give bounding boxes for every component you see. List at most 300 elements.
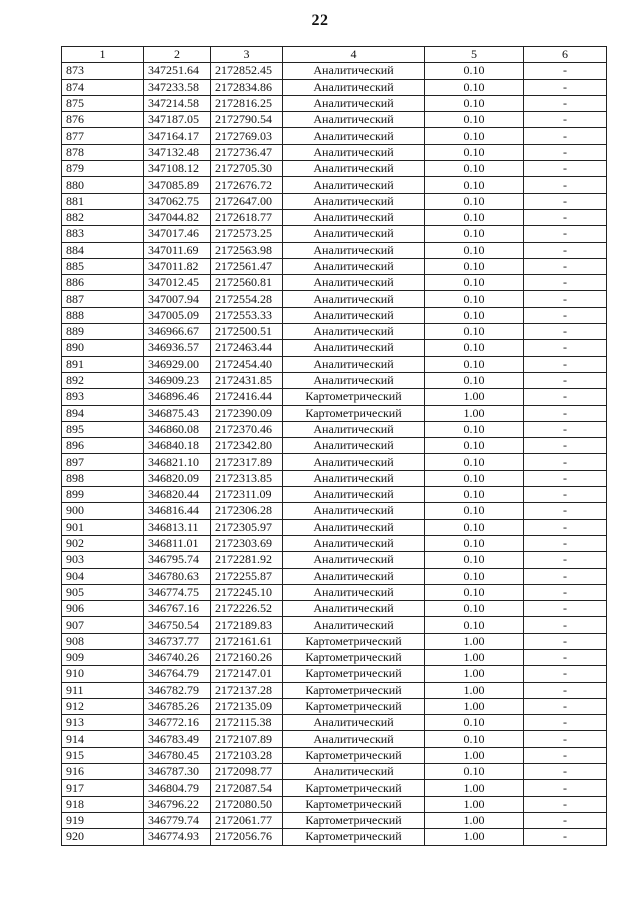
note-cell: - [524, 95, 607, 111]
accuracy-cell: 0.10 [425, 63, 524, 79]
method-cell: Картометрический [283, 666, 425, 682]
method-cell: Аналитический [283, 438, 425, 454]
column-header: 2 [144, 47, 211, 63]
coordinates-table [61, 46, 607, 846]
accuracy-cell: 0.10 [425, 454, 524, 470]
x-coordinate-cell: 347132.48 [144, 144, 211, 160]
table-row [62, 356, 607, 372]
x-coordinate-cell: 347017.46 [144, 226, 211, 242]
accuracy-cell: 1.00 [425, 747, 524, 763]
y-coordinate-cell: 2172561.47 [211, 258, 283, 274]
table-row [62, 63, 607, 79]
accuracy-cell: 0.10 [425, 438, 524, 454]
table-row [62, 731, 607, 747]
point-number-cell: 889 [62, 324, 144, 340]
method-cell: Картометрический [283, 780, 425, 796]
x-coordinate-cell: 346936.57 [144, 340, 211, 356]
table-row [62, 275, 607, 291]
accuracy-cell: 0.10 [425, 324, 524, 340]
note-cell: - [524, 389, 607, 405]
method-cell: Картометрический [283, 747, 425, 763]
accuracy-cell: 1.00 [425, 649, 524, 665]
accuracy-cell: 1.00 [425, 405, 524, 421]
method-cell: Аналитический [283, 193, 425, 209]
point-number-cell: 894 [62, 405, 144, 421]
table-row [62, 226, 607, 242]
note-cell: - [524, 405, 607, 421]
point-number-cell: 904 [62, 568, 144, 584]
x-coordinate-cell: 346896.46 [144, 389, 211, 405]
note-cell: - [524, 112, 607, 128]
x-coordinate-cell: 346783.49 [144, 731, 211, 747]
x-coordinate-cell: 346929.00 [144, 356, 211, 372]
x-coordinate-cell: 346782.79 [144, 682, 211, 698]
accuracy-cell: 1.00 [425, 829, 524, 845]
note-cell: - [524, 487, 607, 503]
table-row [62, 487, 607, 503]
point-number-cell: 882 [62, 209, 144, 225]
method-cell: Картометрический [283, 812, 425, 828]
y-coordinate-cell: 2172676.72 [211, 177, 283, 193]
accuracy-cell: 0.10 [425, 258, 524, 274]
note-cell: - [524, 258, 607, 274]
table-header-row [62, 47, 607, 63]
point-number-cell: 897 [62, 454, 144, 470]
column-header: 4 [283, 47, 425, 63]
y-coordinate-cell: 2172061.77 [211, 812, 283, 828]
table-row [62, 112, 607, 128]
method-cell: Аналитический [283, 584, 425, 600]
note-cell: - [524, 519, 607, 535]
table-row [62, 519, 607, 535]
table-row [62, 715, 607, 731]
y-coordinate-cell: 2172098.77 [211, 764, 283, 780]
note-cell: - [524, 161, 607, 177]
point-number-cell: 913 [62, 715, 144, 731]
note-cell: - [524, 438, 607, 454]
y-coordinate-cell: 2172311.09 [211, 487, 283, 503]
y-coordinate-cell: 2172647.00 [211, 193, 283, 209]
note-cell: - [524, 324, 607, 340]
point-number-cell: 905 [62, 584, 144, 600]
y-coordinate-cell: 2172500.51 [211, 324, 283, 340]
accuracy-cell: 0.10 [425, 242, 524, 258]
x-coordinate-cell: 346860.08 [144, 421, 211, 437]
point-number-cell: 884 [62, 242, 144, 258]
point-number-cell: 885 [62, 258, 144, 274]
x-coordinate-cell: 347164.17 [144, 128, 211, 144]
x-coordinate-cell: 346750.54 [144, 617, 211, 633]
column-header: 6 [524, 47, 607, 63]
note-cell: - [524, 128, 607, 144]
y-coordinate-cell: 2172305.97 [211, 519, 283, 535]
accuracy-cell: 0.10 [425, 552, 524, 568]
y-coordinate-cell: 2172390.09 [211, 405, 283, 421]
x-coordinate-cell: 346909.23 [144, 372, 211, 388]
point-number-cell: 910 [62, 666, 144, 682]
x-coordinate-cell: 346740.26 [144, 649, 211, 665]
point-number-cell: 875 [62, 95, 144, 111]
y-coordinate-cell: 2172454.40 [211, 356, 283, 372]
table-row [62, 144, 607, 160]
method-cell: Картометрический [283, 405, 425, 421]
y-coordinate-cell: 2172431.85 [211, 372, 283, 388]
method-cell: Аналитический [283, 372, 425, 388]
x-coordinate-cell: 346796.22 [144, 796, 211, 812]
table-row [62, 209, 607, 225]
table-row [62, 682, 607, 698]
table-row [62, 535, 607, 551]
y-coordinate-cell: 2172317.89 [211, 454, 283, 470]
table-row [62, 764, 607, 780]
y-coordinate-cell: 2172115.38 [211, 715, 283, 731]
y-coordinate-cell: 2172554.28 [211, 291, 283, 307]
note-cell: - [524, 372, 607, 388]
table-row [62, 617, 607, 633]
point-number-cell: 916 [62, 764, 144, 780]
point-number-cell: 899 [62, 487, 144, 503]
x-coordinate-cell: 346787.30 [144, 764, 211, 780]
note-cell: - [524, 177, 607, 193]
note-cell: - [524, 682, 607, 698]
x-coordinate-cell: 346774.75 [144, 584, 211, 600]
accuracy-cell: 1.00 [425, 796, 524, 812]
method-cell: Аналитический [283, 275, 425, 291]
x-coordinate-cell: 346774.93 [144, 829, 211, 845]
table-row [62, 601, 607, 617]
method-cell: Аналитический [283, 177, 425, 193]
note-cell: - [524, 421, 607, 437]
table-row [62, 291, 607, 307]
point-number-cell: 880 [62, 177, 144, 193]
y-coordinate-cell: 2172281.92 [211, 552, 283, 568]
method-cell: Аналитический [283, 242, 425, 258]
y-coordinate-cell: 2172834.86 [211, 79, 283, 95]
accuracy-cell: 0.10 [425, 161, 524, 177]
method-cell: Аналитический [283, 226, 425, 242]
note-cell: - [524, 356, 607, 372]
table-row [62, 829, 607, 845]
accuracy-cell: 1.00 [425, 389, 524, 405]
point-number-cell: 903 [62, 552, 144, 568]
note-cell: - [524, 764, 607, 780]
note-cell: - [524, 503, 607, 519]
column-header: 1 [62, 47, 144, 63]
table-row [62, 747, 607, 763]
note-cell: - [524, 226, 607, 242]
accuracy-cell: 0.10 [425, 535, 524, 551]
y-coordinate-cell: 2172736.47 [211, 144, 283, 160]
table-row [62, 177, 607, 193]
method-cell: Аналитический [283, 470, 425, 486]
x-coordinate-cell: 347251.64 [144, 63, 211, 79]
y-coordinate-cell: 2172790.54 [211, 112, 283, 128]
x-coordinate-cell: 346785.26 [144, 698, 211, 714]
point-number-cell: 881 [62, 193, 144, 209]
accuracy-cell: 0.10 [425, 601, 524, 617]
point-number-cell: 874 [62, 79, 144, 95]
x-coordinate-cell: 347044.82 [144, 209, 211, 225]
table-row [62, 324, 607, 340]
table-row [62, 649, 607, 665]
note-cell: - [524, 601, 607, 617]
point-number-cell: 902 [62, 535, 144, 551]
x-coordinate-cell: 346875.43 [144, 405, 211, 421]
method-cell: Аналитический [283, 503, 425, 519]
point-number-cell: 879 [62, 161, 144, 177]
y-coordinate-cell: 2172245.10 [211, 584, 283, 600]
note-cell: - [524, 307, 607, 323]
point-number-cell: 900 [62, 503, 144, 519]
x-coordinate-cell: 346804.79 [144, 780, 211, 796]
method-cell: Картометрический [283, 649, 425, 665]
note-cell: - [524, 568, 607, 584]
point-number-cell: 893 [62, 389, 144, 405]
point-number-cell: 878 [62, 144, 144, 160]
x-coordinate-cell: 347011.82 [144, 258, 211, 274]
accuracy-cell: 0.10 [425, 128, 524, 144]
method-cell: Аналитический [283, 601, 425, 617]
method-cell: Картометрический [283, 796, 425, 812]
y-coordinate-cell: 2172816.25 [211, 95, 283, 111]
x-coordinate-cell: 346840.18 [144, 438, 211, 454]
accuracy-cell: 0.10 [425, 503, 524, 519]
point-number-cell: 911 [62, 682, 144, 698]
accuracy-cell: 1.00 [425, 682, 524, 698]
table-row [62, 666, 607, 682]
method-cell: Аналитический [283, 764, 425, 780]
table-row [62, 128, 607, 144]
accuracy-cell: 0.10 [425, 617, 524, 633]
y-coordinate-cell: 2172255.87 [211, 568, 283, 584]
accuracy-cell: 0.10 [425, 356, 524, 372]
note-cell: - [524, 715, 607, 731]
accuracy-cell: 1.00 [425, 633, 524, 649]
y-coordinate-cell: 2172080.50 [211, 796, 283, 812]
point-number-cell: 919 [62, 812, 144, 828]
page-number: 22 [311, 12, 329, 29]
x-coordinate-cell: 347062.75 [144, 193, 211, 209]
y-coordinate-cell: 2172303.69 [211, 535, 283, 551]
method-cell: Картометрический [283, 829, 425, 845]
point-number-cell: 901 [62, 519, 144, 535]
accuracy-cell: 0.10 [425, 144, 524, 160]
note-cell: - [524, 666, 607, 682]
accuracy-cell: 0.10 [425, 340, 524, 356]
x-coordinate-cell: 347108.12 [144, 161, 211, 177]
table-row [62, 421, 607, 437]
table-row [62, 340, 607, 356]
y-coordinate-cell: 2172370.46 [211, 421, 283, 437]
point-number-cell: 891 [62, 356, 144, 372]
method-cell: Аналитический [283, 535, 425, 551]
accuracy-cell: 0.10 [425, 79, 524, 95]
note-cell: - [524, 454, 607, 470]
accuracy-cell: 0.10 [425, 275, 524, 291]
table-row [62, 698, 607, 714]
point-number-cell: 898 [62, 470, 144, 486]
x-coordinate-cell: 346780.63 [144, 568, 211, 584]
x-coordinate-cell: 346820.09 [144, 470, 211, 486]
point-number-cell: 909 [62, 649, 144, 665]
table-row [62, 796, 607, 812]
x-coordinate-cell: 346780.45 [144, 747, 211, 763]
x-coordinate-cell: 346772.16 [144, 715, 211, 731]
table-row [62, 389, 607, 405]
accuracy-cell: 0.10 [425, 764, 524, 780]
note-cell: - [524, 470, 607, 486]
y-coordinate-cell: 2172147.01 [211, 666, 283, 682]
x-coordinate-cell: 347012.45 [144, 275, 211, 291]
y-coordinate-cell: 2172306.28 [211, 503, 283, 519]
point-number-cell: 912 [62, 698, 144, 714]
method-cell: Аналитический [283, 519, 425, 535]
method-cell: Аналитический [283, 552, 425, 568]
point-number-cell: 918 [62, 796, 144, 812]
table-row [62, 503, 607, 519]
y-coordinate-cell: 2172563.98 [211, 242, 283, 258]
accuracy-cell: 1.00 [425, 666, 524, 682]
point-number-cell: 883 [62, 226, 144, 242]
y-coordinate-cell: 2172087.54 [211, 780, 283, 796]
accuracy-cell: 0.10 [425, 487, 524, 503]
method-cell: Аналитический [283, 63, 425, 79]
method-cell: Аналитический [283, 291, 425, 307]
y-coordinate-cell: 2172226.52 [211, 601, 283, 617]
method-cell: Аналитический [283, 715, 425, 731]
table-row [62, 242, 607, 258]
note-cell: - [524, 209, 607, 225]
point-number-cell: 915 [62, 747, 144, 763]
accuracy-cell: 0.10 [425, 209, 524, 225]
accuracy-cell: 0.10 [425, 584, 524, 600]
method-cell: Аналитический [283, 79, 425, 95]
accuracy-cell: 1.00 [425, 780, 524, 796]
y-coordinate-cell: 2172189.83 [211, 617, 283, 633]
note-cell: - [524, 535, 607, 551]
y-coordinate-cell: 2172553.33 [211, 307, 283, 323]
x-coordinate-cell: 347011.69 [144, 242, 211, 258]
method-cell: Аналитический [283, 95, 425, 111]
accuracy-cell: 1.00 [425, 812, 524, 828]
table-row [62, 193, 607, 209]
accuracy-cell: 1.00 [425, 698, 524, 714]
x-coordinate-cell: 347214.58 [144, 95, 211, 111]
point-number-cell: 887 [62, 291, 144, 307]
y-coordinate-cell: 2172313.85 [211, 470, 283, 486]
note-cell: - [524, 796, 607, 812]
y-coordinate-cell: 2172107.89 [211, 731, 283, 747]
x-coordinate-cell: 347007.94 [144, 291, 211, 307]
note-cell: - [524, 291, 607, 307]
y-coordinate-cell: 2172416.44 [211, 389, 283, 405]
point-number-cell: 888 [62, 307, 144, 323]
x-coordinate-cell: 346737.77 [144, 633, 211, 649]
accuracy-cell: 0.10 [425, 307, 524, 323]
note-cell: - [524, 79, 607, 95]
table-row [62, 454, 607, 470]
point-number-cell: 917 [62, 780, 144, 796]
point-number-cell: 876 [62, 112, 144, 128]
point-number-cell: 890 [62, 340, 144, 356]
method-cell: Аналитический [283, 487, 425, 503]
point-number-cell: 920 [62, 829, 144, 845]
y-coordinate-cell: 2172463.44 [211, 340, 283, 356]
note-cell: - [524, 584, 607, 600]
accuracy-cell: 0.10 [425, 226, 524, 242]
point-number-cell: 895 [62, 421, 144, 437]
note-cell: - [524, 698, 607, 714]
method-cell: Аналитический [283, 209, 425, 225]
y-coordinate-cell: 2172769.03 [211, 128, 283, 144]
table-row [62, 633, 607, 649]
accuracy-cell: 0.10 [425, 112, 524, 128]
x-coordinate-cell: 346795.74 [144, 552, 211, 568]
y-coordinate-cell: 2172135.09 [211, 698, 283, 714]
method-cell: Аналитический [283, 356, 425, 372]
x-coordinate-cell: 346767.16 [144, 601, 211, 617]
accuracy-cell: 0.10 [425, 731, 524, 747]
point-number-cell: 873 [62, 63, 144, 79]
point-number-cell: 907 [62, 617, 144, 633]
note-cell: - [524, 649, 607, 665]
y-coordinate-cell: 2172618.77 [211, 209, 283, 225]
note-cell: - [524, 63, 607, 79]
table-row [62, 568, 607, 584]
table-body [62, 63, 607, 845]
method-cell: Аналитический [283, 128, 425, 144]
y-coordinate-cell: 2172056.76 [211, 829, 283, 845]
note-cell: - [524, 242, 607, 258]
method-cell: Аналитический [283, 258, 425, 274]
x-coordinate-cell: 346764.79 [144, 666, 211, 682]
point-number-cell: 892 [62, 372, 144, 388]
method-cell: Аналитический [283, 340, 425, 356]
accuracy-cell: 0.10 [425, 421, 524, 437]
x-coordinate-cell: 346816.44 [144, 503, 211, 519]
method-cell: Аналитический [283, 568, 425, 584]
note-cell: - [524, 633, 607, 649]
table-row [62, 95, 607, 111]
table-row [62, 161, 607, 177]
accuracy-cell: 0.10 [425, 193, 524, 209]
accuracy-cell: 0.10 [425, 372, 524, 388]
method-cell: Аналитический [283, 421, 425, 437]
y-coordinate-cell: 2172137.28 [211, 682, 283, 698]
note-cell: - [524, 747, 607, 763]
y-coordinate-cell: 2172560.81 [211, 275, 283, 291]
point-number-cell: 914 [62, 731, 144, 747]
y-coordinate-cell: 2172573.25 [211, 226, 283, 242]
method-cell: Аналитический [283, 731, 425, 747]
accuracy-cell: 0.10 [425, 715, 524, 731]
method-cell: Аналитический [283, 324, 425, 340]
x-coordinate-cell: 346821.10 [144, 454, 211, 470]
note-cell: - [524, 340, 607, 356]
point-number-cell: 906 [62, 601, 144, 617]
note-cell: - [524, 731, 607, 747]
method-cell: Картометрический [283, 698, 425, 714]
method-cell: Аналитический [283, 144, 425, 160]
x-coordinate-cell: 347085.89 [144, 177, 211, 193]
note-cell: - [524, 812, 607, 828]
accuracy-cell: 0.10 [425, 519, 524, 535]
note-cell: - [524, 617, 607, 633]
note-cell: - [524, 144, 607, 160]
point-number-cell: 908 [62, 633, 144, 649]
x-coordinate-cell: 346813.11 [144, 519, 211, 535]
note-cell: - [524, 780, 607, 796]
